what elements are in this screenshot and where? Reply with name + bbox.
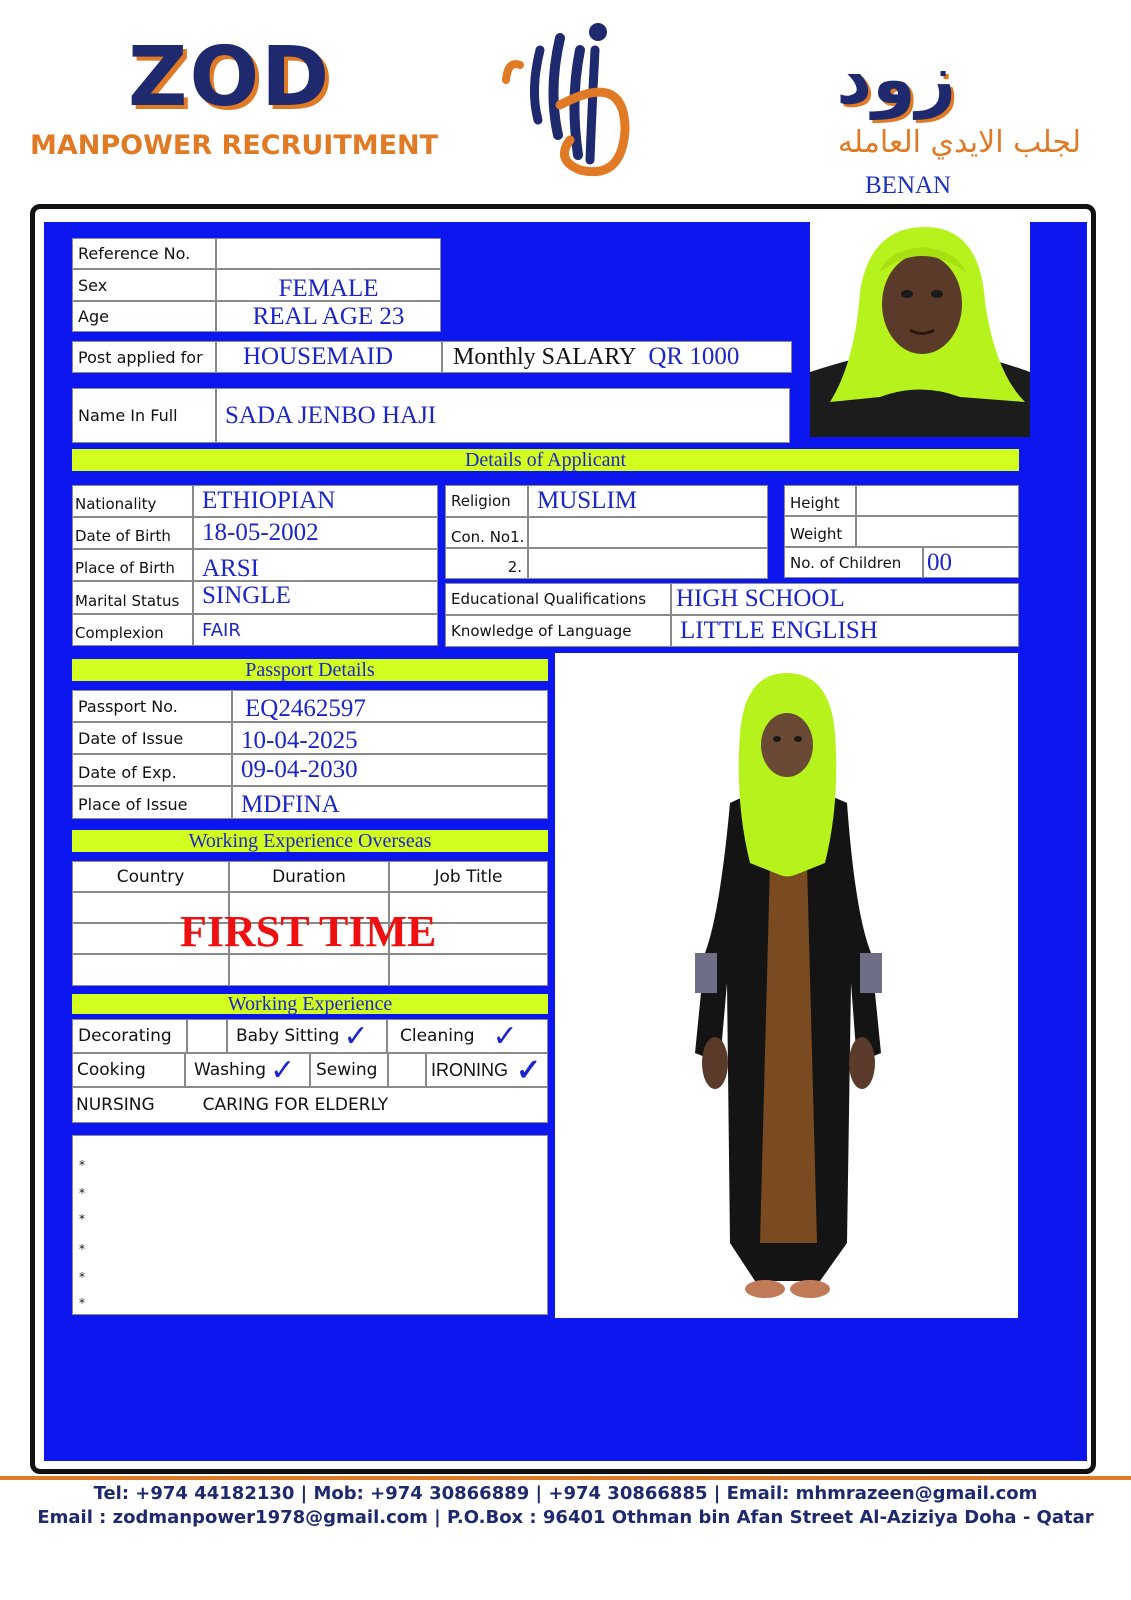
age-label: Age [72,301,216,332]
note-bullet: * [79,1212,85,1226]
passport-place-value: MDFINA [232,786,548,819]
con1-label: Con. No1. [445,517,528,548]
skill-washing [185,1053,310,1087]
religion-label: Religion [445,485,528,517]
details-header: Details of Applicant [72,449,1019,471]
name-value: SADA JENBO HAJI [216,388,790,443]
skill-washing-label: Washing [194,1060,267,1080]
footer-contact-line: Tel: +974 44182130 | Mob: +974 30866889 | +974 30866885 | Email: mhmrazeen@gmail.com [93,1483,1038,1504]
marital-label: Marital Status [72,581,193,614]
passport-place-label: Place of Issue [72,786,232,819]
skill-ironing [426,1053,548,1087]
note-bullet: * [79,1270,85,1284]
company-logo-icon [500,10,640,185]
marital-value: SINGLE [193,581,438,614]
reference-label: Reference No. [72,238,216,269]
pob-label: Place of Birth [72,549,193,581]
brand-logo-text: ZOD [128,30,332,125]
checkmark-icon: ✓ [492,1019,518,1053]
overseas-col-job: Job Title [389,861,548,892]
arabic-subtitle: لجلب الايدي العامله [837,125,1081,160]
benan-label: BENAN [865,172,952,199]
weight-label: Weight [784,516,856,547]
age-value: REAL AGE 23 [216,301,441,332]
dob-label: Date of Birth [72,517,193,549]
dob-value: 18-05-2002 [193,517,438,549]
nationality-label: Nationality [72,485,193,517]
applicant-portrait-photo [810,222,1030,437]
salary-label: Monthly SALARY [453,343,637,370]
skill-sewing: Sewing [310,1053,388,1087]
education-value: HIGH SCHOOL [671,583,1019,615]
skill-extra-row [72,1087,548,1123]
experience-header: Working Experience [72,994,548,1014]
salary-cell [442,341,792,373]
footer-address-line: Email : zodmanpower1978@gmail.com | P.O.Box : 96401 Othman bin Afan Street Al-Aziziya Doha - Qatar [37,1507,1094,1528]
skill-baby-sitting [227,1019,387,1053]
note-bullet: * [79,1242,85,1256]
checkmark-icon: ✓ [270,1053,296,1087]
skill-caring-elderly: CARING FOR ELDERLY [202,1095,389,1115]
name-label: Name In Full [72,388,216,443]
skill-cleaning-label: Cleaning [400,1026,475,1046]
sex-value: FEMALE [216,269,441,301]
brand-subtitle: MANPOWER RECRUITMENT [30,130,439,161]
reference-value [216,238,441,269]
skill-decorating-check [187,1019,227,1053]
passport-number-label: Passport No. [72,690,232,722]
skill-sewing-check [388,1053,426,1087]
passport-issue-label: Date of Issue [72,722,232,754]
footer-divider [0,1476,1131,1480]
height-value [856,485,1019,516]
overseas-cell [229,954,389,986]
nationality-value: ETHIOPIAN [193,485,438,517]
salary-value: QR 1000 [648,343,740,370]
skill-cooking: Cooking [72,1053,185,1087]
passport-header: Passport Details [72,659,548,681]
skill-nursing: NURSING [76,1095,155,1115]
overseas-cell [389,954,548,986]
language-label: Knowledge of Language [445,615,671,647]
children-value: 00 [923,547,1019,578]
checkmark-icon: ✓ [516,1053,542,1087]
language-value: LITTLE ENGLISH [671,615,1019,647]
arabic-brand-name: زود [836,38,956,120]
overseas-col-country: Country [72,861,229,892]
height-label: Height [784,485,856,516]
con2-label: 2. [445,548,528,579]
children-label: No. of Children [784,547,923,578]
post-label: Post applied for [72,341,216,373]
post-value: HOUSEMAID [216,341,442,373]
passport-issue-value: 10-04-2025 [232,722,548,754]
overseas-cell [72,954,229,986]
con2-value [528,548,768,579]
passport-exp-label: Date of Exp. [72,754,232,786]
skill-baby-sitting-label: Baby Sitting [236,1026,340,1046]
weight-value [856,516,1019,547]
skill-decorating: Decorating [72,1019,187,1053]
applicant-full-body-photo [555,653,1018,1318]
note-bullet: * [79,1296,85,1310]
overseas-header: Working Experience Overseas [72,830,548,852]
note-bullet: * [79,1158,85,1172]
note-bullet: * [79,1186,85,1200]
sex-label: Sex [72,269,216,301]
complexion-value: FAIR [193,614,438,646]
overseas-col-duration: Duration [229,861,389,892]
first-time-stamp: FIRST TIME [180,907,437,956]
skill-cleaning [387,1019,548,1053]
con1-value [528,517,768,548]
skill-ironing-label: IRONING [431,1059,509,1080]
passport-exp-value: 09-04-2030 [232,754,548,786]
complexion-label: Complexion [72,614,193,646]
passport-number-value: EQ2462597 [232,690,548,722]
notes-box [72,1135,548,1315]
religion-value: MUSLIM [528,485,768,517]
checkmark-icon: ✓ [343,1019,369,1053]
pob-value: ARSI [193,549,438,581]
education-label: Educational Qualifications [445,583,671,615]
